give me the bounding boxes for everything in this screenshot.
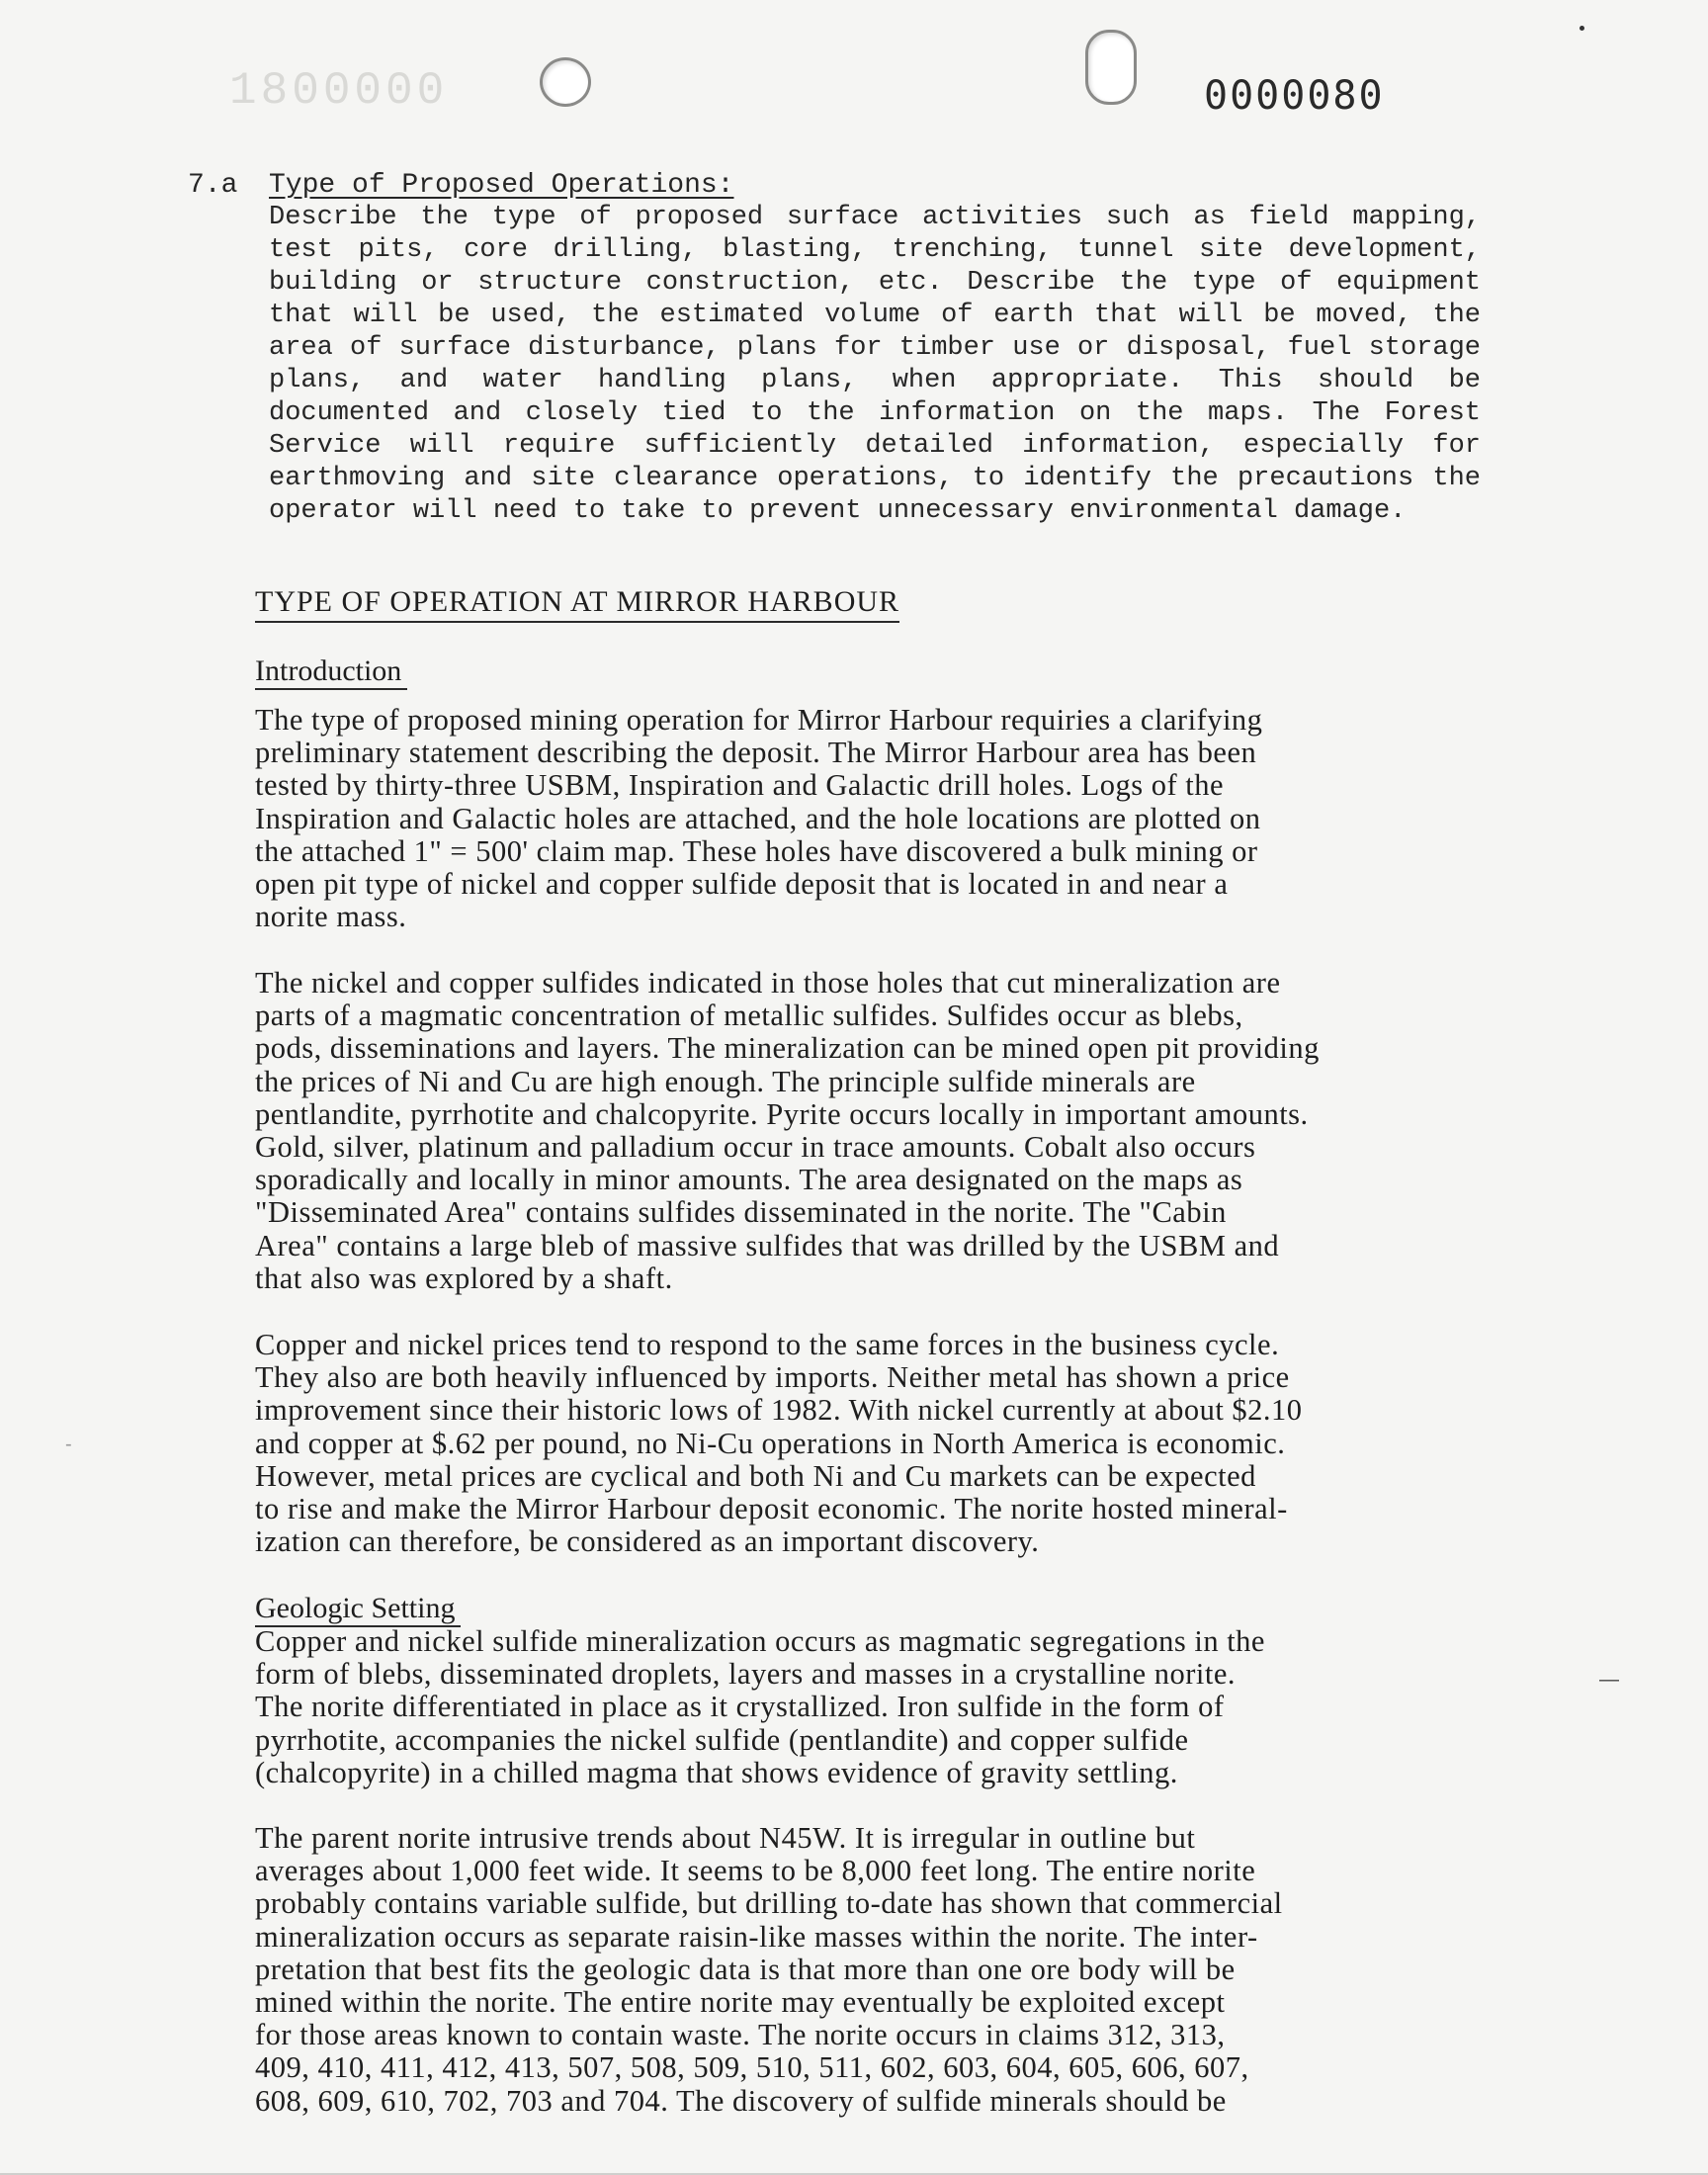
punch-hole-icon	[1085, 30, 1137, 105]
geologic-paragraph: Copper and nickel sulfide mineralization occurs as magmatic segregations in the form of blebs, disseminated droplets, layers and masses in a crystalline norite. The norite differentiated in place as it crystallized. Iron sulfide in the form of pyrrhotite, accompanies the nickel sulfide (pentlandite) and copper sulfide (chalcopyrite) in a chilled magma that shows evidence of gravity settling.	[255, 1624, 1265, 1789]
introduction-paragraph: Copper and nickel prices tend to respond to the same forces in the business cycle. They also are both heavily influenced by imports. Neither metal has shown a price improvement since their historic lows of 1982. With nickel currently at about $2.10 and copper at $.62 per pound, no Ni-Cu operations in North America is economic. However, metal prices are cyclical and both Ni and Cu markets can be expected to rise and make the Mirror Harbour deposit economic. The norite hosted mineral- ization can therefore, be considered as an important discovery.	[255, 1328, 1303, 1559]
section-title: TYPE OF OPERATION AT MIRROR HARBOUR	[255, 585, 899, 623]
introduction-paragraph: The nickel and copper sulfides indicated in those holes that cut mineralization are parts of a magmatic concentration of metallic sulfides. Sulfides occur as blebs, pods, disseminations and layers. The mineralization can be mined open pit providing the prices of Ni and Cu are high enough. The principle sulfide minerals are pentlandite, pyrrhotite and chalcopyrite. Pyrite occurs locally in important amounts. Gold, silver, platinum and palladium occur in trace amounts. Cobalt also occurs sporadically and locally in minor amounts. The area designated on the maps as "Disseminated Area" contains sulfides disseminated in the norite. The "Cabin Area" contains a large bleb of massive sulfides that was drilled by the USBM and that also was explored by a shaft.	[255, 966, 1320, 1295]
geologic-paragraph: The parent norite intrusive trends about N45W. It is irregular in outline but averages about 1,000 feet wide. It seems to be 8,000 feet long. The entire norite probably contains variable sulfide, but drilling to-date has shown that commercial mineralization occurs as separate raisin-like masses within the norite. The inter- pretation that best fits the geologic data is that more than one ore body will be mined within the norite. The entire norite may eventually be exploited except for those areas known to contain waste. The norite occurs in claims 312, 313, 409, 410, 411, 412, 413, 507, 508, 509, 510, 511, 602, 603, 604, 605, 606, 607, 608, 609, 610, 702, 703 and 704. The discovery of sulfide minerals should be	[255, 1821, 1283, 2118]
speck	[1580, 26, 1584, 31]
margin-mark: —	[1599, 1669, 1619, 1691]
margin-mark: -	[65, 1434, 72, 1455]
punch-hole-icon	[540, 57, 591, 107]
item-description: Describe the type of proposed surface activities such as field mapping, test pits, core drilling, blasting, trenching, tunnel site development, building or structure construction, etc. Describe the type of equipment that will be used, the estimated volume of earth that will be moved, the area of surface disturbance, plans for timber use or disposal, fuel storage plans, and water handling plans, when appropriate. This should be documented and closely tied to the information on the maps. The Forest Service will require sufficiently detailed information, especially for earthmoving and site clearance operations, to identify the precautions the operator will need to take to prevent unnecessary environmental damage.	[269, 203, 1481, 526]
faint-stamp-number: 1800000	[229, 65, 449, 117]
introduction-paragraph: The type of proposed mining operation for Mirror Harbour requiries a clarifying preliminary statement describing the deposit. The Mirror Harbour area has been tested by thirty-three USBM, Inspiration and Galactic drill holes. Logs of the Inspiration and Galactic holes are attached, and the hole locations are plotted on the attached 1" = 500' claim map. These holes have discovered a bulk mining or open pit type of nickel and copper sulfide deposit that is located in and near a norite mass.	[255, 703, 1263, 934]
introduction-heading: Introduction	[255, 654, 407, 690]
geologic-setting-heading: Geologic Setting	[255, 1592, 461, 1627]
document-number: 0000080	[1204, 73, 1385, 119]
item-heading: Type of Proposed Operations:	[269, 170, 734, 201]
item-number: 7.a	[188, 170, 238, 201]
